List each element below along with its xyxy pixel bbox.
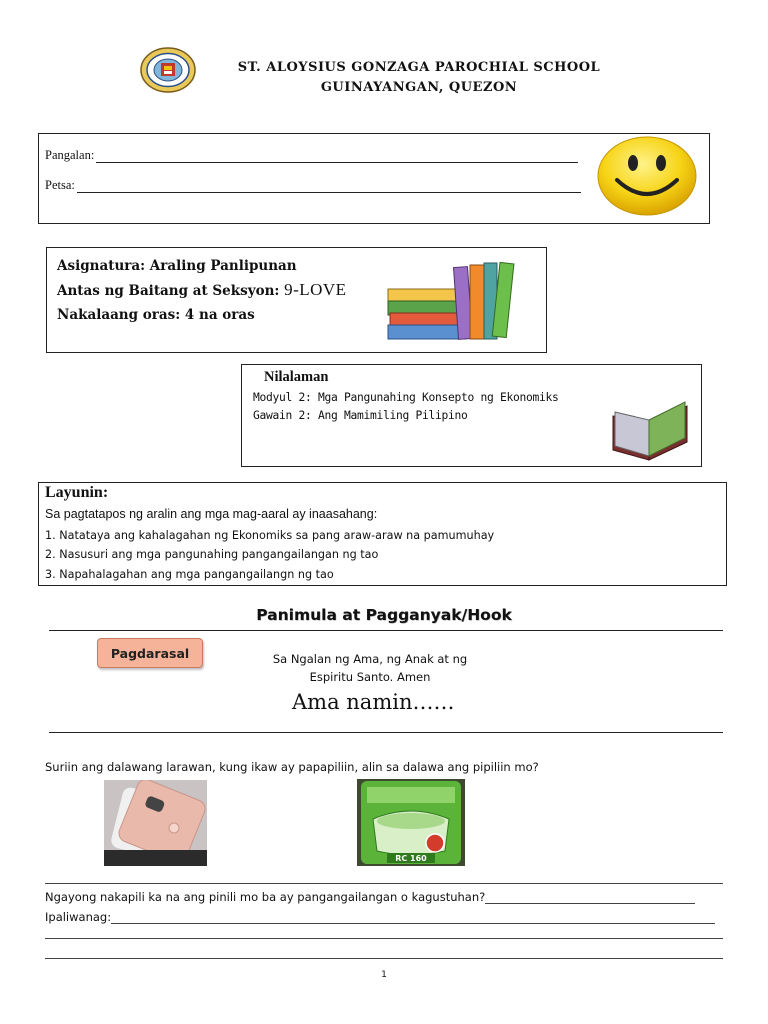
smartphone-photo-icon bbox=[104, 780, 207, 866]
divider-line bbox=[49, 732, 723, 733]
answer-line[interactable] bbox=[45, 958, 723, 959]
school-header bbox=[0, 58, 768, 98]
answer-line[interactable] bbox=[45, 938, 723, 939]
name-row bbox=[45, 148, 578, 163]
page-number: 1 bbox=[381, 970, 387, 980]
answer-line[interactable] bbox=[45, 883, 723, 884]
explain-field[interactable] bbox=[111, 911, 715, 924]
date-row bbox=[45, 178, 581, 193]
grade-value: 9-LOVE bbox=[284, 280, 347, 299]
objective-item: 2. Nasusuri ang mga pangunahing pangangailangan ng tao bbox=[45, 548, 379, 561]
prayer-line-1: Sa Ngalan ng Ama, ng Anak at ng bbox=[272, 652, 468, 666]
date-field[interactable] bbox=[77, 180, 581, 193]
prayer-button[interactable]: Pagdarasal bbox=[97, 638, 203, 668]
followup-question: Ngayong nakapili ka na ang pinili mo ba ay pangangailangan o kagustuhan? bbox=[45, 890, 486, 904]
prayer-line-2: Espiritu Santo. Amen bbox=[309, 670, 431, 684]
name-label: Pangalan: bbox=[45, 148, 95, 162]
module-text: Modyul 2: Mga Pangunahing Konsepto ng Ekonomiks bbox=[253, 391, 559, 404]
objectives-title: Layunin: bbox=[45, 484, 109, 501]
activity-question: Suriin ang dalawang larawan, kung ikaw ay papapiliin, alin sa dalawa ang pipiliin mo? bbox=[45, 760, 539, 774]
content-title: Nilalaman bbox=[264, 369, 329, 385]
hook-title: Panimula at Pagganyak/Hook bbox=[256, 606, 512, 624]
name-field[interactable] bbox=[96, 150, 578, 163]
objectives-intro: Sa pagtatapos ng aralin ang mga mag-aaral ay inaasahang: bbox=[45, 507, 378, 521]
divider-line bbox=[49, 630, 723, 631]
open-book-icon bbox=[609, 398, 691, 462]
activity-text: Gawain 2: Ang Mamimiling Pilipino bbox=[253, 409, 468, 422]
rice-sack-photo-icon bbox=[357, 779, 465, 866]
followup-answer-field[interactable] bbox=[485, 891, 695, 904]
school-location: GUINAYANGAN, QUEZON bbox=[320, 80, 518, 95]
explain-row bbox=[45, 910, 715, 924]
rice-label: RC 160 bbox=[395, 854, 427, 863]
date-label: Petsa: bbox=[45, 178, 75, 192]
followup-row bbox=[45, 890, 695, 904]
explain-label: Ipaliwanag: bbox=[45, 910, 112, 924]
subject-text: Asignatura: Araling Panlipunan bbox=[57, 258, 297, 274]
stacked-books-icon bbox=[386, 261, 520, 341]
time-text: Nakalaang oras: 4 na oras bbox=[57, 307, 255, 323]
prayer-main: Ama namin…… bbox=[292, 690, 455, 714]
objective-item: 1. Natataya ang kahalagahan ng Ekonomiks sa pang araw-araw na pamumuhay bbox=[45, 529, 495, 542]
school-name: ST. ALOYSIUS GONZAGA PAROCHIAL SCHOOL bbox=[237, 60, 601, 75]
objective-item: 3. Napahalagahan ang mga pangangailangn ng tao bbox=[45, 568, 334, 581]
smiley-face-icon bbox=[597, 136, 697, 216]
grade-label: Antas ng Baitang at Seksyon: bbox=[57, 283, 280, 299]
